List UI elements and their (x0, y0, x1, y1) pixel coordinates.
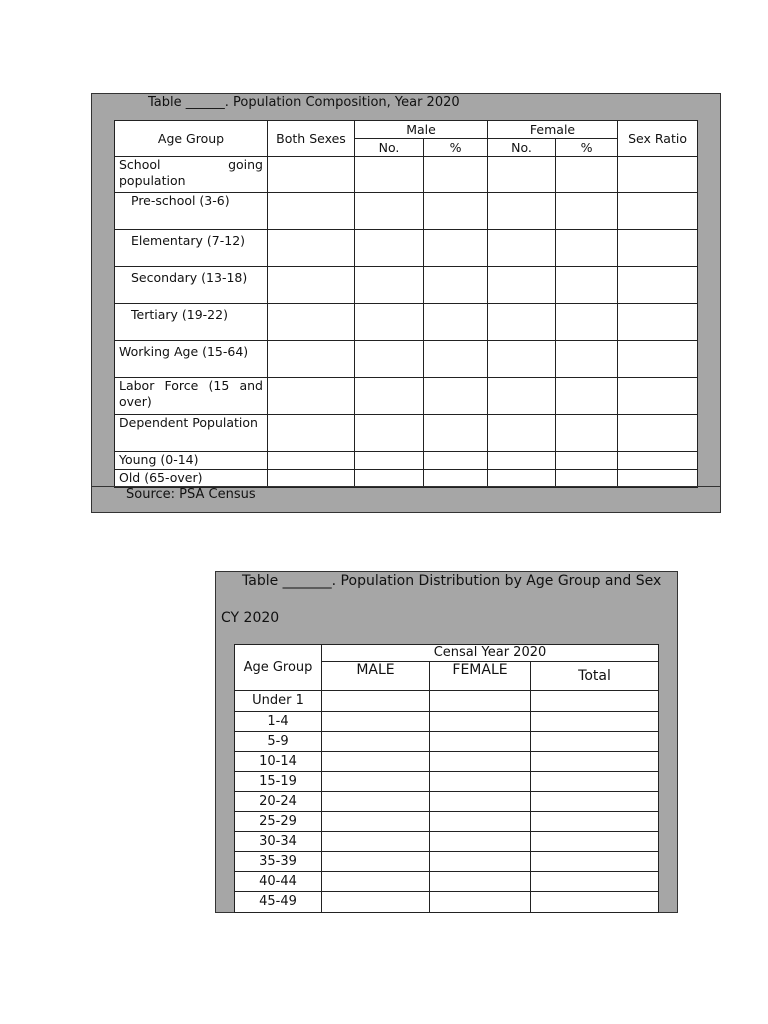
age-group-cell: 35-39 (235, 852, 322, 872)
table-row (235, 732, 659, 752)
cell (424, 341, 488, 378)
cell (430, 792, 531, 812)
header-male-no: No. (355, 139, 424, 157)
cell (430, 712, 531, 732)
age-group-cell: 1-4 (235, 712, 322, 732)
cell (618, 304, 698, 341)
cell (424, 470, 488, 488)
cell (531, 691, 659, 712)
table-row (235, 892, 659, 913)
cell (618, 267, 698, 304)
cell (430, 832, 531, 852)
cell (322, 832, 430, 852)
cell (556, 378, 618, 415)
cell (322, 852, 430, 872)
cell (355, 193, 424, 230)
header-female: Female (488, 121, 618, 139)
cell (268, 267, 355, 304)
cell (424, 304, 488, 341)
cell (618, 378, 698, 415)
row-label: School going population (115, 157, 268, 193)
cell (618, 157, 698, 193)
cell (268, 230, 355, 267)
cell (355, 378, 424, 415)
cell (618, 415, 698, 452)
table-row (115, 470, 698, 488)
cell (430, 752, 531, 772)
table-row (115, 230, 698, 267)
cell (531, 832, 659, 852)
cell (531, 852, 659, 872)
cell (322, 691, 430, 712)
cell (430, 892, 531, 913)
cell (618, 193, 698, 230)
table-row (115, 157, 698, 193)
age-group-cell: 15-19 (235, 772, 322, 792)
cell (430, 852, 531, 872)
row-label: Pre-school (3-6) (115, 193, 268, 230)
cell (268, 378, 355, 415)
cell (488, 470, 556, 488)
cell (355, 452, 424, 470)
table2-caption-line2: CY 2020 (221, 610, 280, 626)
age-group-cell: 30-34 (235, 832, 322, 852)
cell (556, 230, 618, 267)
header-censal-year: Censal Year 2020 (322, 645, 659, 662)
cell (322, 812, 430, 832)
cell (488, 304, 556, 341)
table2-caption-line1: Table _______. Population Distribution by Age Group and Sex (242, 573, 662, 589)
table-row (235, 752, 659, 772)
cell (268, 341, 355, 378)
table-row (235, 772, 659, 792)
age-group-cell: 5-9 (235, 732, 322, 752)
row-label: Old (65-over) (115, 470, 268, 488)
cell (488, 230, 556, 267)
cell (322, 772, 430, 792)
cell (556, 452, 618, 470)
age-group-cell: 45-49 (235, 892, 322, 913)
table-row (235, 691, 659, 712)
row-label: Tertiary (19-22) (115, 304, 268, 341)
cell (488, 415, 556, 452)
age-group-cell: 20-24 (235, 792, 322, 812)
age-group-cell: 10-14 (235, 752, 322, 772)
cell (488, 378, 556, 415)
table-row (235, 792, 659, 812)
cell (430, 772, 531, 792)
cell (556, 267, 618, 304)
cell (488, 267, 556, 304)
cell (268, 470, 355, 488)
cell (322, 872, 430, 892)
table-row (235, 872, 659, 892)
cell (268, 193, 355, 230)
cell (531, 792, 659, 812)
cell (531, 752, 659, 772)
row-label: Young (0-14) (115, 452, 268, 470)
table-row (115, 193, 698, 230)
header-female: FEMALE (430, 662, 531, 691)
cell (355, 267, 424, 304)
cell (424, 230, 488, 267)
cell (430, 732, 531, 752)
header-age-group: Age Group (235, 645, 322, 691)
table-row (235, 712, 659, 732)
cell (424, 452, 488, 470)
row-label: Dependent Population (115, 415, 268, 452)
table-row (115, 267, 698, 304)
cell (268, 304, 355, 341)
cell (322, 752, 430, 772)
header-age-group: Age Group (115, 121, 268, 157)
row-label: Working Age (15-64) (115, 341, 268, 378)
header-both-sexes: Both Sexes (268, 121, 355, 157)
cell (322, 792, 430, 812)
cell (556, 193, 618, 230)
cell (488, 452, 556, 470)
header-male-pct: % (424, 139, 488, 157)
cell (430, 691, 531, 712)
age-group-cell: 25-29 (235, 812, 322, 832)
cell (531, 872, 659, 892)
table-row (115, 452, 698, 470)
cell (355, 157, 424, 193)
cell (488, 157, 556, 193)
table-row (235, 852, 659, 872)
table1-source: Source: PSA Census (126, 487, 256, 502)
header-female-pct: % (556, 139, 618, 157)
cell (355, 230, 424, 267)
table-row (235, 812, 659, 832)
age-group-cell: Under 1 (235, 691, 322, 712)
row-label: Secondary (13-18) (115, 267, 268, 304)
cell (355, 415, 424, 452)
header-sex-ratio: Sex Ratio (618, 121, 698, 157)
header-male: MALE (322, 662, 430, 691)
row-label: Elementary (7-12) (115, 230, 268, 267)
cell (531, 772, 659, 792)
cell (618, 341, 698, 378)
cell (531, 712, 659, 732)
cell (268, 157, 355, 193)
cell (355, 304, 424, 341)
cell (424, 378, 488, 415)
cell (322, 892, 430, 913)
cell (424, 157, 488, 193)
cell (322, 712, 430, 732)
cell (556, 415, 618, 452)
cell (424, 267, 488, 304)
cell (531, 892, 659, 913)
cell (430, 812, 531, 832)
cell (268, 452, 355, 470)
cell (488, 193, 556, 230)
cell (424, 415, 488, 452)
table-row (115, 304, 698, 341)
cell (556, 157, 618, 193)
header-total: Total (531, 662, 659, 691)
cell (355, 341, 424, 378)
table-row (115, 341, 698, 378)
table1-caption: Table ______. Population Composition, Year 2020 (148, 95, 460, 110)
cell (618, 230, 698, 267)
cell (322, 732, 430, 752)
cell (488, 341, 556, 378)
cell (355, 470, 424, 488)
header-male: Male (355, 121, 488, 139)
row-label: Labor Force (15 and over) (115, 378, 268, 415)
cell (424, 193, 488, 230)
table-row (115, 415, 698, 452)
age-group-cell: 40-44 (235, 872, 322, 892)
cell (556, 341, 618, 378)
cell (556, 470, 618, 488)
population-distribution-table (234, 644, 659, 913)
cell (531, 812, 659, 832)
cell (268, 415, 355, 452)
table-row (235, 832, 659, 852)
population-composition-table (114, 120, 698, 488)
header-female-no: No. (488, 139, 556, 157)
cell (430, 872, 531, 892)
cell (618, 452, 698, 470)
table-row (115, 378, 698, 415)
cell (531, 732, 659, 752)
cell (556, 304, 618, 341)
cell (618, 470, 698, 488)
